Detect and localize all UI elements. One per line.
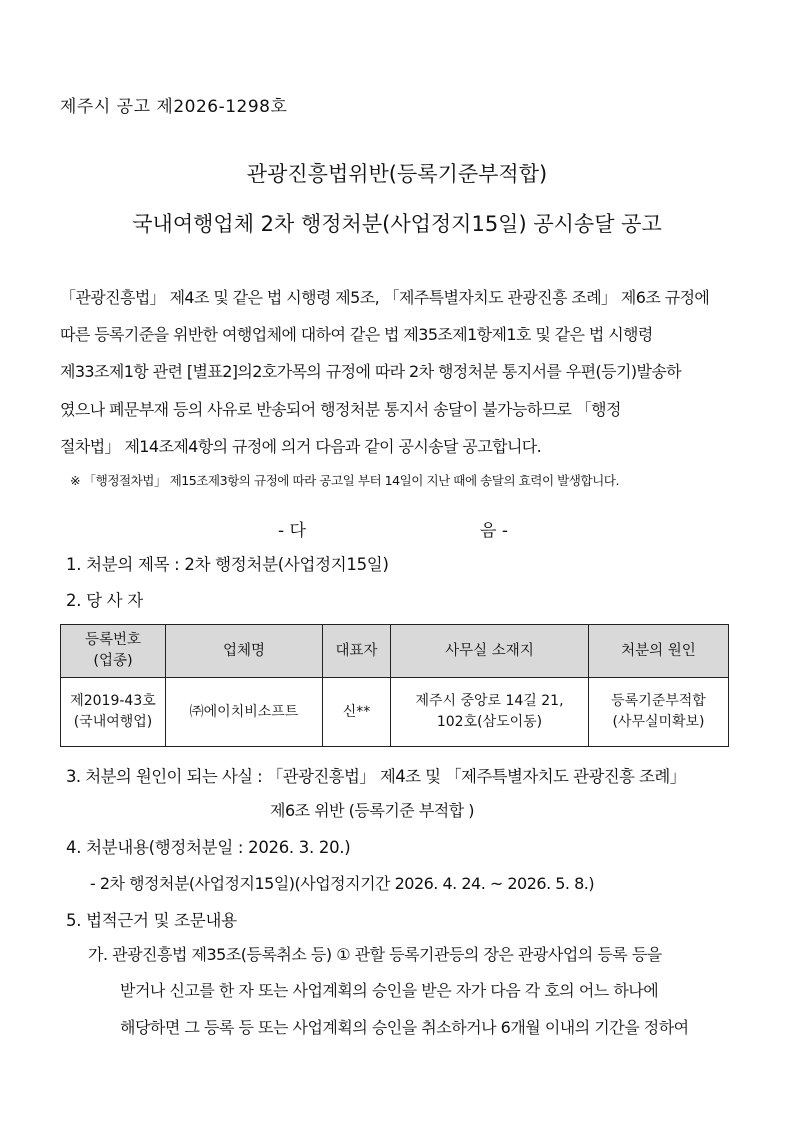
item-2-parties: 2. 당 사 자	[66, 591, 143, 610]
item-3-line-2: 제6조 위반 (등록기준 부적합 )	[270, 801, 475, 820]
body-line-1: 「관광진흥법」 제4조 및 같은 법 시행령 제5조, 「제주특별자치도 관광진흥 조례」 제6조 규정에	[60, 288, 710, 307]
item-4-action: 4. 처분내용(행정처분일 : 2026. 3. 20.)	[66, 838, 351, 857]
header-office: 사무실 소재지	[391, 625, 589, 678]
cell-company: ㈜에이치비소프트	[166, 678, 323, 747]
item-5-line-2: 받거나 신고를 한 자 또는 사업계획의 승인을 받은 자가 다음 각 호의 어느 하나에	[120, 981, 659, 1000]
header-company: 업체명	[166, 625, 323, 678]
item-5-line-1: 가. 관광진흥법 제35조(등록취소 등) ① 관할 등록기관등의 장은 관광사업의 등록 등을	[88, 945, 662, 964]
header-reg-no: 등록번호 (업종)	[61, 625, 166, 678]
body-line-2: 따른 등록기준을 위반한 여행업체에 대하여 같은 법 제35조제1항제1호 및 같은 법 시행령	[60, 325, 653, 344]
title-line-1: 관광진흥법위반(등록기준부적합)	[246, 162, 548, 186]
body-line-4: 였으나 폐문부재 등의 사유로 반송되어 행정처분 통지서 송달이 불가능하므로 「행정	[60, 400, 621, 419]
table-header-row	[61, 625, 729, 678]
title-line-2: 국내여행업체 2차 행정처분(사업정지15일) 공시송달 공고	[132, 212, 662, 236]
item-4-sub: - 2차 행정처분(사업정지15일)(사업정지기간 2026. 4. 24. ~ 2026. 5. 8.)	[90, 874, 595, 893]
dagum-left: - 다	[278, 521, 306, 541]
body-line-3: 제33조제1항 관련 [별표2]의2호가목의 규정에 따라 2차 행정처분 통지서를 우편(등기)발송하	[60, 362, 682, 381]
cell-representative: 신**	[323, 678, 391, 747]
notice-number: 제주시 공고 제2026-1298호	[60, 97, 288, 117]
item-5-legal-basis: 5. 법적근거 및 조문내용	[66, 911, 237, 930]
dagum-right: 음 -	[480, 521, 508, 541]
parties-table	[60, 624, 729, 747]
cell-office: 제주시 중앙로 14길 21, 102호(삼도이동)	[391, 678, 589, 747]
item-1-title: 1. 처분의 제목 : 2차 행정처분(사업정지15일)	[66, 555, 389, 574]
header-cause: 처분의 원인	[589, 625, 729, 678]
item-5-line-3: 해당하면 그 등록 등 또는 사업계획의 승인을 취소하거나 6개월 이내의 기간을 정하여	[120, 1018, 689, 1037]
body-line-5: 절차법」 제14조제4항의 규정에 의거 다음과 같이 공시송달 공고합니다.	[60, 437, 542, 456]
service-effect-note: ※ 「행정절차법」 제15조제3항의 규정에 따라 공고일 부터 14일이 지난 때에 송달의 효력이 발생합니다.	[70, 473, 619, 488]
cell-cause: 등록기준부적합 (사무실미확보)	[589, 678, 729, 747]
header-representative: 대표자	[323, 625, 391, 678]
cell-reg-no: 제2019-43호 (국내여행업)	[61, 678, 166, 747]
table-row	[61, 678, 729, 747]
item-3-line-1: 3. 처분의 원인이 되는 사실 : 「관광진흥법」 제4조 및 「제주특별자치도 관광진흥 조례」	[66, 767, 686, 786]
